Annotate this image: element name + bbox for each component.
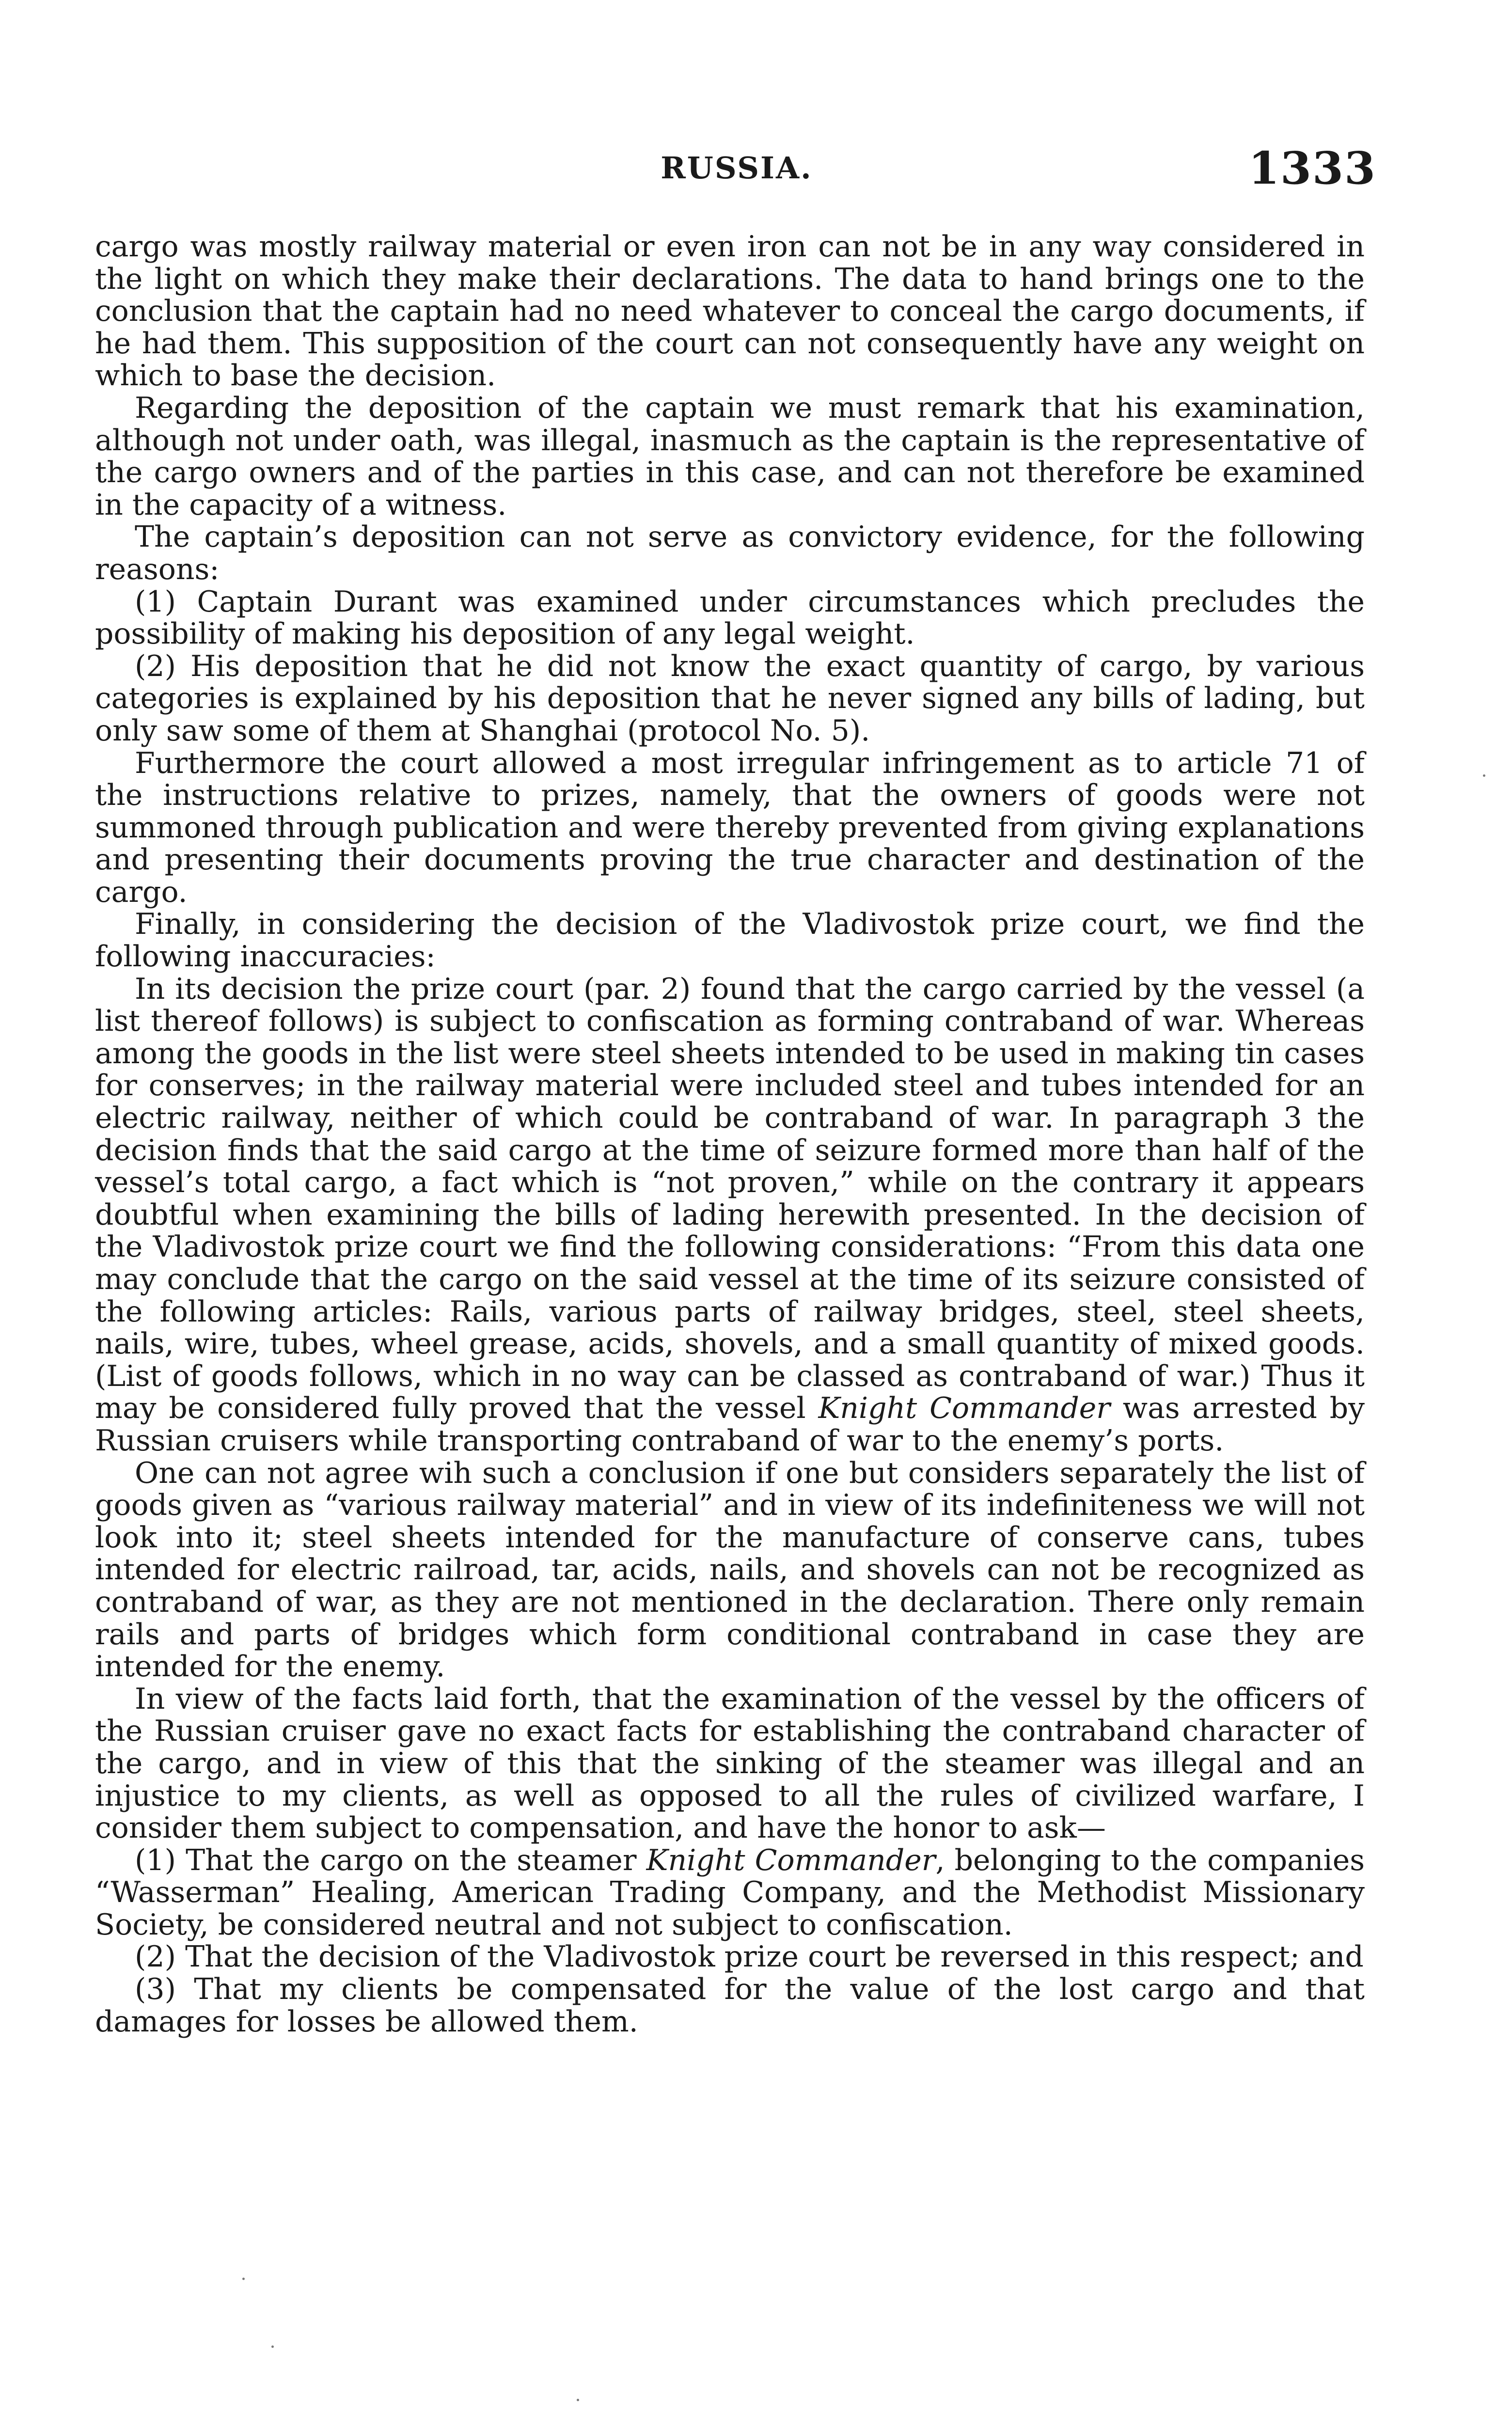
text-before-vessel-name: (1) That the cargo on the steamer: [135, 1843, 646, 1877]
vessel-name-italic: Knight Commander: [818, 1391, 1110, 1426]
reason-item-2: (2) His deposition that he did not know the exact quantity of cargo, by various categories is explained by his deposition that he never signed any bills of lading, but only saw some of them at Shanghai (protocol No. 5).: [95, 649, 1365, 748]
text-before-vessel-name: In its decision the prize court (par. 2) found that the cargo carried by the vessel (a list thereof follows) is subject to confiscation as forming contraband of war. Whereas among the goods in the list were steel sheets intended to be used in making tin cases for conserves; in the railway material were included steel and tubes intended for an electric railway, neither of which could be contraband of war. In paragraph 3 the decision finds that the said cargo at the time of seizure formed more than half of the vessel’s total cargo, a fact which is “not proven,” while on the contrary it appears doubtful when examining the bills of lading herewith presented. In the decision of the Vladivostok prize court we find the following considerations: “From this data one may conclude that the cargo on the said vessel at the time of its seizure consisted of the following articles: Rails, various parts of railway bridges, steel, steel sheets, nails, wire, tubes, wheel grease, acids, shovels, and a small quantity of mixed goods. (List of goods follows, which in no way can be classed as contraband of war.) Thus it may be considered fully proved that the vessel: [95, 972, 1365, 1426]
print-speck: [271, 2345, 274, 2348]
paragraph-inaccuracies: Finally, in considering the decision of the Vladivostok prize court, we find the following inaccuracies:: [95, 907, 1365, 974]
reason-item-1: (1) Captain Durant was examined under circumstances which precludes the possibility of making his deposition of any legal weight.: [95, 584, 1365, 651]
request-item-1: [95, 1844, 1365, 1941]
running-head: RUSSIA.: [661, 150, 813, 186]
paragraph-captain-examination: Regarding the deposition of the captain we must remark that his examination, although not under oath, was illegal, inasmuch as the captain is the representative of the cargo owners and of the parties in this case, and can not therefore be examined in the capacity of a witness.: [95, 391, 1365, 522]
paragraph-prize-court-decision: [95, 973, 1365, 1457]
text-after-vessel-name: , belonging to the companies “Wasserman” Healing, American Trading Company, and the Methodist Missionary Society, be considered neutral and not subject to confiscation.: [95, 1843, 1365, 1942]
body-text: [95, 231, 1365, 2038]
vessel-name-italic: Knight Commander: [646, 1843, 936, 1877]
page-header: [97, 142, 1376, 195]
print-speck: [1483, 774, 1485, 777]
print-speck: [242, 2278, 245, 2280]
paragraph-deposition-reasons: The captain’s deposition can not serve as convictory evidence, for the following reasons:: [95, 520, 1365, 586]
request-item-2: (2) That the decision of the Vladivostok prize court be reversed in this respect; and: [135, 1940, 1364, 1974]
paragraph-goods-list: One can not agree wih such a conclusion if one but considers separately the list of goods given as “various railway material” and in view of its indefiniteness we will not look into it; steel sheets intended for the manufacture of conserve cans, tubes intended for electric railroad, tar, acids, nails, and shovels can not be recognized as contraband of war, as they are not mentioned in the declaration. There only remain rails and parts of bridges which form conditional contraband in case they are intended for the enemy.: [95, 1456, 1365, 1684]
paragraph-article-71: Furthermore the court allowed a most irregular infringement as to article 71 of the instructions relative to prizes, namely, that the owners of goods were not summoned through publication and were thereby prevented from giving explanations and presenting their documents proving the true character and destination of the cargo.: [95, 746, 1365, 909]
text-after-vessel-name: was arrested by Russian cruisers while transporting contraband of war to the enemy’s ports.: [95, 1391, 1365, 1458]
request-item-3: (3) That my clients be compensated for the value of the lost cargo and that damages for losses be allowed them.: [95, 1972, 1365, 2039]
page-number: 1333: [1248, 142, 1376, 194]
paragraph-continuation: cargo was mostly railway material or even iron can not be in any way considered in the light on which they make their declarations. The data to hand brings one to the conclusion that the captain had no need whatever to conceal the cargo documents, if he had them. This supposition of the court can not consequently have any weight on which to base the decision.: [95, 230, 1365, 393]
print-speck: [577, 2399, 579, 2401]
paragraph-request: In view of the facts laid forth, that the examination of the vessel by the officers of the Russian cruiser gave no exact facts for establishing the contraband character of the cargo, and in view of this that the sinking of the steamer was illegal and an injustice to my clients, as well as opposed to all the rules of civilized warfare, I consider them subject to compensation, and have the honor to ask—: [95, 1682, 1365, 1845]
